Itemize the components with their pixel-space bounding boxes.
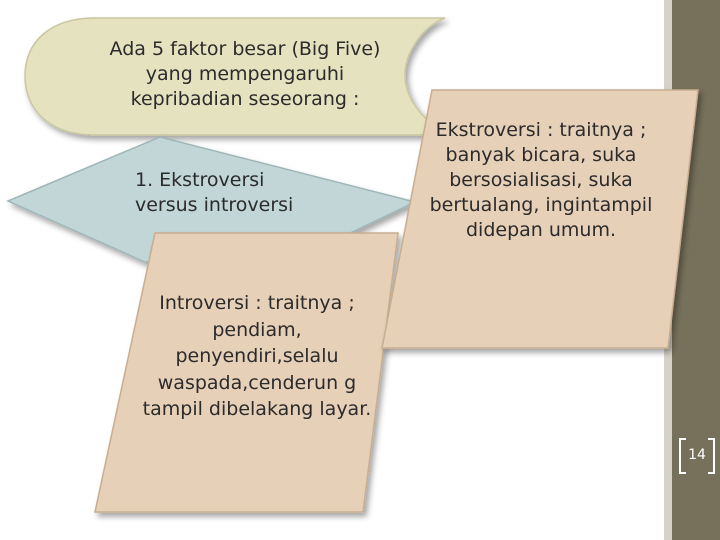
page-number: 14 <box>688 447 706 463</box>
page-number-badge <box>676 435 718 477</box>
callout-text: Ada 5 faktor besar (Big Five) yang mempengaruhi kepribadian seseorang : <box>109 38 381 110</box>
ekstroversi-text: Ekstroversi : traitnya ; banyak bicara, suka bersosialisasi, suka bertualang, ingintampil didepan umum. <box>429 119 653 241</box>
introversi-text: Introversi : traitnya ; pendiam, penyendiri,selalu waspada,cenderun g tampil dibelakang layar. <box>142 292 372 420</box>
diamond-text: 1. Ekstroversi versus introversi <box>135 169 294 216</box>
